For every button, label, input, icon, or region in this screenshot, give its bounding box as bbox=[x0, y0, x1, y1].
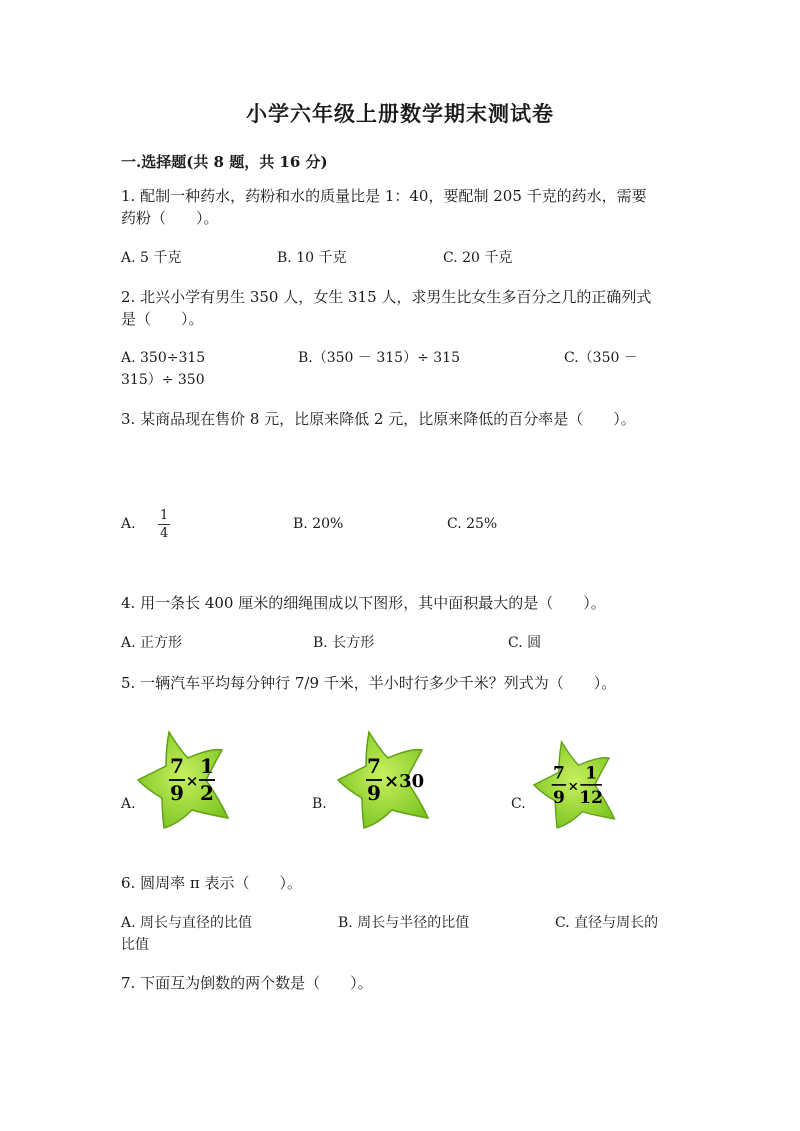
fraction-denominator: 4 bbox=[160, 526, 169, 541]
question-1-option-b: B. 10 千克 bbox=[277, 250, 347, 266]
question-2-option-a: A. 350÷315 bbox=[121, 350, 206, 366]
question-1-stem-line2: 药粉（ ）。 bbox=[121, 209, 219, 227]
star-c-d1: 9 bbox=[552, 787, 565, 808]
star-c-op: × bbox=[567, 778, 579, 795]
question-6-option-c-cont: 比值 bbox=[121, 937, 149, 953]
star-c-d2: 12 bbox=[579, 787, 603, 808]
question-4-option-b: B. 长方形 bbox=[313, 635, 375, 651]
question-3-option-b: B. 20% bbox=[293, 516, 344, 532]
question-1-option-a: A. 5 千克 bbox=[121, 250, 182, 266]
question-2-stem-line1: 2. 北兴小学有男生 350 人，女生 315 人，求男生比女生多百分之几的正确列式 bbox=[121, 288, 652, 306]
star-a-op: × bbox=[185, 772, 199, 790]
question-6-stem: 6. 圆周率 π 表示（ ）。 bbox=[121, 874, 302, 892]
question-5-option-a: A. bbox=[121, 796, 136, 812]
section-heading: 一.选择题(共 8 题，共 16 分) bbox=[121, 153, 328, 171]
question-6-option-a: A. 周长与直径的比值 bbox=[121, 915, 253, 931]
question-5-option-b: B. bbox=[312, 796, 327, 812]
question-2-stem-line2: 是（ ）。 bbox=[121, 310, 204, 328]
star-a-n1: 7 bbox=[170, 754, 184, 778]
question-3-option-c: C. 25% bbox=[447, 516, 498, 532]
question-3-option-a: A. bbox=[121, 516, 136, 532]
question-2-option-b: B.（350 － 315）÷ 315 bbox=[298, 350, 460, 366]
star-b-n1: 7 bbox=[367, 754, 381, 778]
fraction-numerator: 1 bbox=[160, 508, 169, 523]
question-4-stem: 4. 用一条长 400 厘米的细绳围成以下图形，其中面积最大的是（ ）。 bbox=[121, 594, 606, 612]
question-3-option-a-fraction bbox=[158, 508, 170, 541]
star-b-op: ×30 bbox=[384, 771, 425, 792]
page-title: 小学六年级上册数学期末测试卷 bbox=[246, 101, 554, 126]
question-2-option-c-cont: 315）÷ 350 bbox=[121, 372, 205, 388]
star-option-a bbox=[136, 728, 232, 830]
question-3-stem: 3. 某商品现在售价 8 元，比原来降低 2 元，比原来降低的百分率是（ ）。 bbox=[121, 410, 636, 428]
question-7-stem: 7. 下面互为倒数的两个数是（ ）。 bbox=[121, 974, 373, 992]
star-a-d1: 9 bbox=[170, 781, 184, 805]
star-option-c bbox=[532, 738, 618, 830]
question-4-option-a: A. 正方形 bbox=[121, 635, 183, 651]
star-b-d1: 9 bbox=[367, 781, 381, 805]
question-5-stem: 5. 一辆汽车平均每分钟行 7/9 千米，半小时行多少千米？列式为（ ）。 bbox=[121, 674, 617, 692]
star-c-n1: 7 bbox=[552, 763, 565, 784]
question-6-option-b: B. 周长与半径的比值 bbox=[338, 915, 470, 931]
question-4-option-c: C. 圆 bbox=[508, 635, 542, 651]
question-2-option-c: C.（350 － bbox=[564, 350, 638, 366]
star-option-b bbox=[336, 728, 432, 830]
star-c-n2: 1 bbox=[585, 763, 598, 784]
question-1-option-c: C. 20 千克 bbox=[443, 250, 513, 266]
question-1-stem-line1: 1. 配制一种药水，药粉和水的质量比是 1：40，要配制 205 千克的药水，需要 bbox=[121, 187, 647, 205]
star-a-d2: 2 bbox=[200, 781, 214, 805]
question-5-option-c: C. bbox=[511, 796, 526, 812]
question-6-option-c: C. 直径与周长的 bbox=[555, 915, 659, 931]
star-a-n2: 1 bbox=[200, 754, 214, 778]
